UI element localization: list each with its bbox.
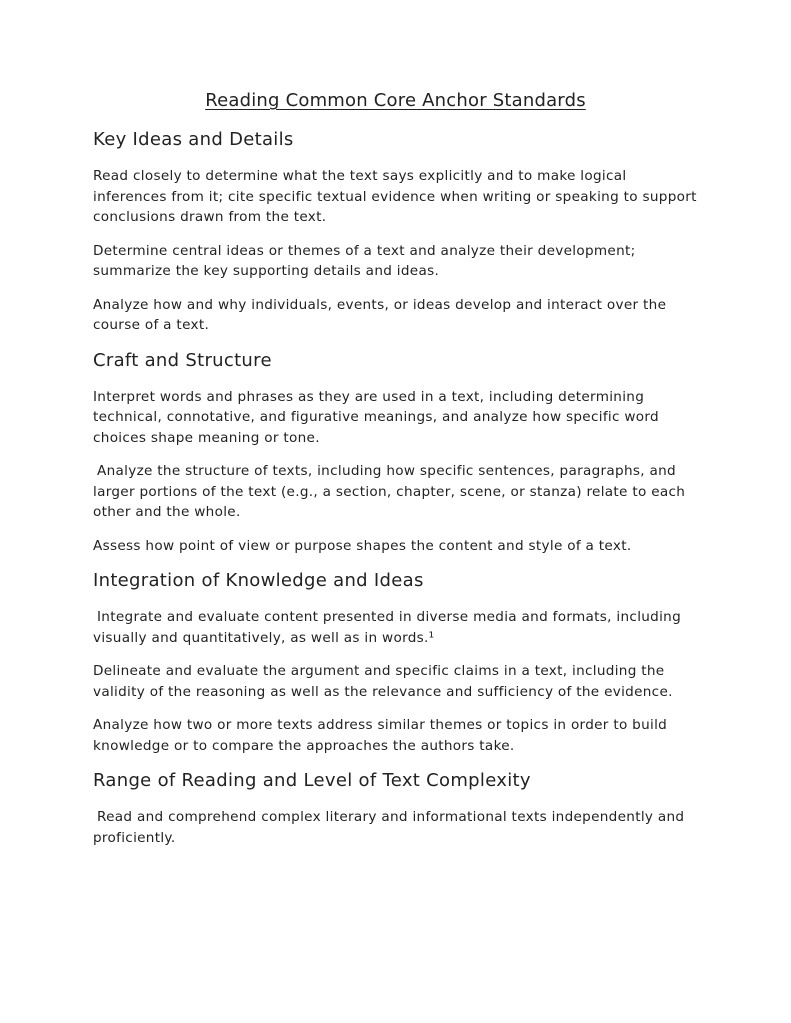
- document-page: [93, 88, 698, 861]
- section-heading: Key Ideas and Details: [93, 129, 294, 150]
- standard-paragraph: Integrate and evaluate content presented in diverse media and formats, including visually and quantitatively, as well as in words.¹: [93, 609, 682, 646]
- standard-paragraph: Read and comprehend complex literary and informational texts independently and proficiently.: [93, 809, 685, 846]
- standard-paragraph: Determine central ideas or themes of a text and analyze their development; summarize the key supporting details and ideas.: [93, 242, 636, 279]
- section-heading: Integration of Knowledge and Ideas: [93, 570, 424, 591]
- document-title: Reading Common Core Anchor Standards: [205, 90, 586, 111]
- standard-paragraph: Analyze the structure of texts, including how specific sentences, paragraphs, and larger portions of the text (e.g., a section, chapter, scene, or stanza) relate to each other and the whole.: [93, 463, 686, 520]
- section-heading: Craft and Structure: [93, 349, 272, 371]
- standard-paragraph: Delineate and evaluate the argument and specific claims in a text, including the validity of the reasoning as well as the relevance and sufficiency of the evidence.: [93, 663, 673, 700]
- standard-paragraph: Read closely to determine what the text says explicitly and to make logical inferences from it; cite specific textual evidence when writing or speaking to support conclusions drawn from the text.: [93, 168, 697, 225]
- section-craft-structure: [93, 349, 698, 557]
- standard-paragraph: Analyze how two or more texts address similar themes or topics in order to build knowledge or to compare the approaches the authors take.: [93, 717, 668, 754]
- section-key-ideas: [93, 128, 698, 336]
- section-range-complexity: [93, 769, 698, 848]
- standard-paragraph: Interpret words and phrases as they are used in a text, including determining technical, connotative, and figurative meanings, and analyze how specific word choices shape meaning or tone.: [93, 388, 659, 446]
- standard-paragraph: Analyze how and why individuals, events, or ideas develop and interact over the course of a text.: [93, 296, 667, 333]
- standard-paragraph: Assess how point of view or purpose shapes the content and style of a text.: [93, 537, 632, 554]
- section-integration: [93, 569, 698, 756]
- section-heading: Range of Reading and Level of Text Complexity: [93, 770, 531, 791]
